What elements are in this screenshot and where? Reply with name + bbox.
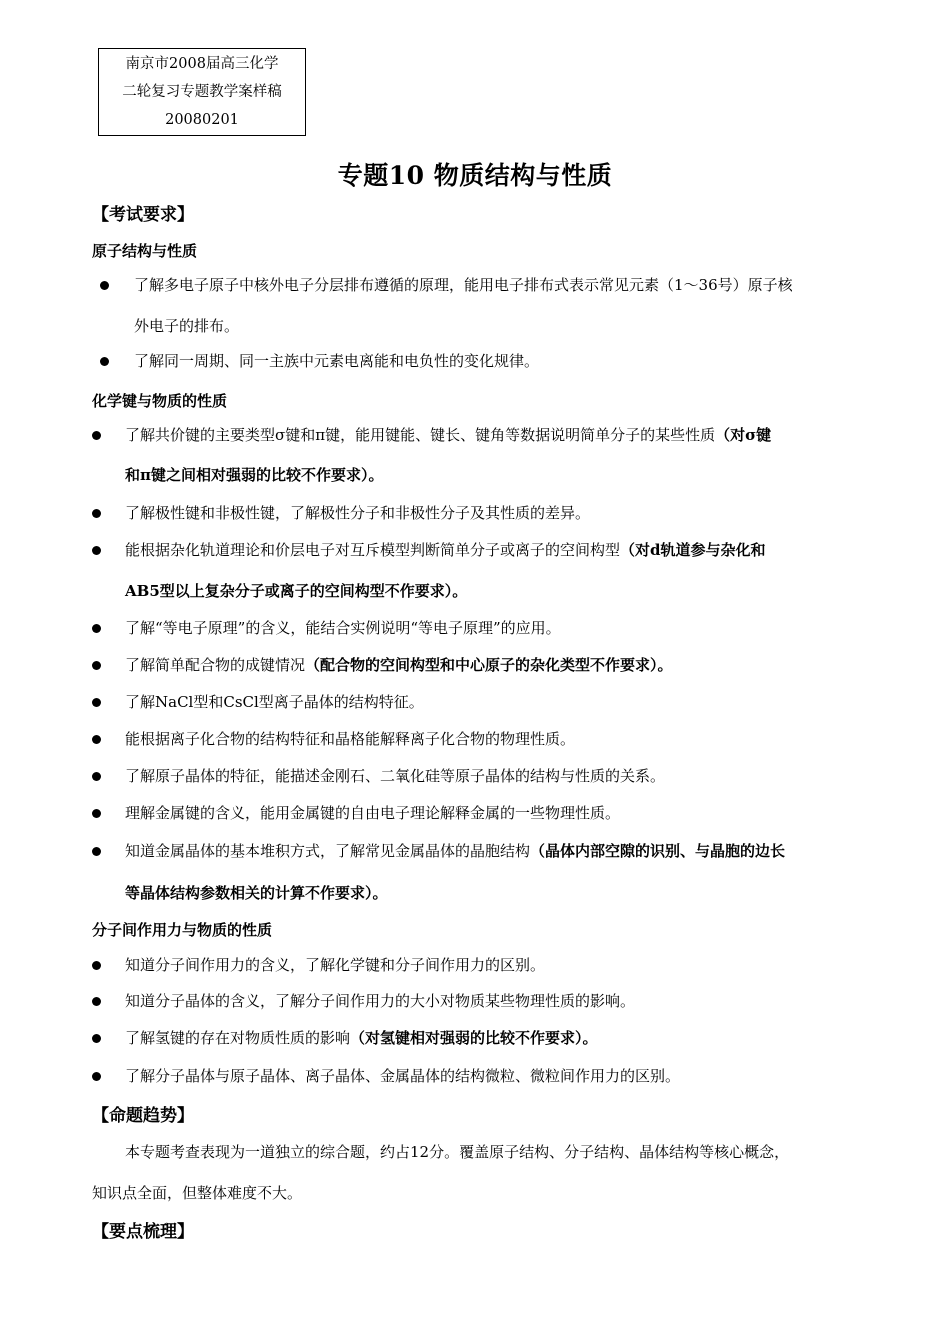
header-line-2: 二轮复习专题教学案样稿 — [122, 84, 282, 100]
list-item-text: 了解“等电子原理”的含义，能结合实例说明“等电子原理”的应用。 — [125, 619, 561, 637]
list-item-note-continuation: AB5型以上复杂分子或离子的空间构型不作要求）。 — [125, 582, 468, 600]
bullet-icon — [92, 1072, 101, 1081]
section-heading-key-points: 【要点梳理】 — [92, 1222, 194, 1242]
bullet-icon — [92, 661, 101, 670]
bullet-icon — [100, 281, 109, 290]
list-item-text: 能根据杂化轨道理论和价层电子对互斥模型判断简单分子或离子的空间构型 — [125, 541, 621, 559]
trend-paragraph-line-1: 本专题考查表现为一道独立的综合题，约占12分。覆盖原子结构、分子结构、晶体结构等核心概念， — [125, 1143, 790, 1161]
list-item-text: 知道金属晶体的基本堆积方式，了解常见金属晶体的晶胞结构 — [125, 842, 531, 860]
bullet-icon — [92, 1034, 101, 1043]
list-item-text: 了解同一周期、同一主族中元素电离能和电负性的变化规律。 — [134, 352, 540, 370]
list-item-text: 了解分子晶体与原子晶体、离子晶体、金属晶体的结构微粒、微粒间作用力的区别。 — [125, 1067, 681, 1085]
section-heading-requirements: 【考试要求】 — [92, 205, 194, 225]
list-item-note-continuation: 等晶体结构参数相关的计算不作要求）。 — [125, 884, 388, 902]
bullet-icon — [100, 357, 109, 366]
list-item-text: 了解NaCl型和CsCl型离子晶体的结构特征。 — [125, 693, 424, 711]
trend-paragraph-line-2: 知识点全面，但整体难度不大。 — [92, 1184, 303, 1202]
bullet-icon — [92, 509, 101, 518]
list-item-note: （对氢键相对强弱的比较不作要求）。 — [350, 1029, 598, 1047]
subheading-chemical-bond: 化学键与物质的性质 — [92, 392, 228, 410]
page-title: 专题10 物质结构与性质 — [337, 161, 613, 190]
subheading-intermolecular: 分子间作用力与物质的性质 — [92, 921, 273, 939]
list-item-text: 了解简单配合物的成键情况 — [125, 656, 306, 674]
list-item-text: 知道分子晶体的含义，了解分子间作用力的大小对物质某些物理性质的影响。 — [125, 992, 636, 1010]
bullet-icon — [92, 546, 101, 555]
bullet-icon — [92, 961, 101, 970]
list-item-note: （对σ键 — [715, 426, 772, 444]
bullet-icon — [92, 997, 101, 1006]
bullet-icon — [92, 772, 101, 781]
list-item-text: 了解多电子原子中核外电子分层排布遵循的原理，能用电子排布式表示常见元素（1～36号）原子核 — [134, 276, 793, 294]
bullet-icon — [92, 624, 101, 633]
bullet-icon — [92, 698, 101, 707]
subheading-atomic-structure: 原子结构与性质 — [92, 242, 198, 260]
header-line-1: 南京市2008届高三化学 — [125, 56, 279, 72]
list-item-continuation: 外电子的排布。 — [134, 317, 240, 335]
list-item-note: （配合物的空间构型和中心原子的杂化类型不作要求）。 — [305, 656, 673, 674]
bullet-icon — [92, 431, 101, 440]
list-item-text: 理解金属键的含义，能用金属键的自由电子理论解释金属的一些物理性质。 — [125, 804, 621, 822]
list-item-note: （晶体内部空隙的识别、与晶胞的边长 — [530, 842, 786, 860]
header-line-3: 20080201 — [165, 112, 239, 128]
list-item-text: 能根据离子化合物的结构特征和晶格能解释离子化合物的物理性质。 — [125, 730, 576, 748]
bullet-icon — [92, 735, 101, 744]
list-item-text: 知道分子间作用力的含义，了解化学键和分子间作用力的区别。 — [125, 956, 546, 974]
list-item-text: 了解共价键的主要类型σ键和π键，能用键能、键长、键角等数据说明简单分子的某些性质 — [125, 426, 716, 444]
section-heading-trend: 【命题趋势】 — [92, 1106, 194, 1126]
bullet-icon — [92, 809, 101, 818]
list-item-note: （对d轨道参与杂化和 — [620, 541, 766, 559]
list-item-note-continuation: 和π键之间相对强弱的比较不作要求）。 — [125, 466, 384, 484]
list-item-text: 了解氢键的存在对物质性质的影响 — [125, 1029, 351, 1047]
list-item-text: 了解极性键和非极性键，了解极性分子和非极性分子及其性质的差异。 — [125, 504, 591, 522]
list-item-text: 了解原子晶体的特征，能描述金刚石、二氧化硅等原子晶体的结构与性质的关系。 — [125, 767, 666, 785]
header-box — [98, 48, 306, 136]
bullet-icon — [92, 847, 101, 856]
